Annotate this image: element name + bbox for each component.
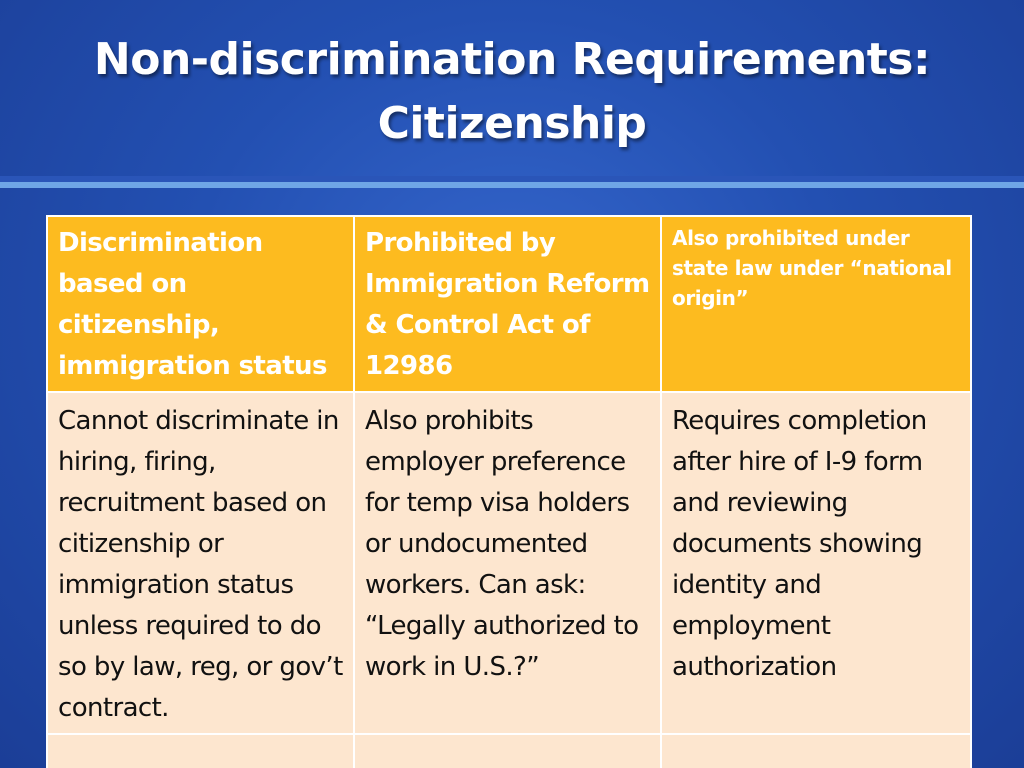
header-cell-state-law: Also prohibited under state law under “national origin” bbox=[661, 216, 971, 392]
table-row-empty bbox=[47, 734, 971, 768]
cell-employer-preference: Also prohibits employer preference for temp visa holders or undocumented workers. Can ask: “Legally authorized to work in U.S.?” bbox=[354, 392, 661, 734]
empty-cell bbox=[47, 734, 354, 768]
citizenship-table bbox=[46, 215, 972, 768]
cell-i9-requirement: Requires completion after hire of I-9 form and reviewing documents showing identity and employment authorization bbox=[661, 392, 971, 734]
slide-title bbox=[0, 28, 1024, 156]
cell-hiring-rule: Cannot discriminate in hiring, firing, recruitment based on citizenship or immigration status unless required to do so by law, reg, or gov’t contract. bbox=[47, 392, 354, 734]
slide-title-line-1: Non-discrimination Requirements: bbox=[93, 34, 931, 85]
table-row bbox=[47, 392, 971, 734]
header-cell-discrimination-basis: Discrimination based on citizenship, immigration status bbox=[47, 216, 354, 392]
empty-cell bbox=[354, 734, 661, 768]
title-divider-light bbox=[0, 182, 1024, 188]
table-header-row bbox=[47, 216, 971, 392]
slide-title-line-2: Citizenship bbox=[377, 98, 647, 149]
empty-cell bbox=[661, 734, 971, 768]
header-cell-federal-law: Prohibited by Immigration Reform & Control Act of 12986 bbox=[354, 216, 661, 392]
